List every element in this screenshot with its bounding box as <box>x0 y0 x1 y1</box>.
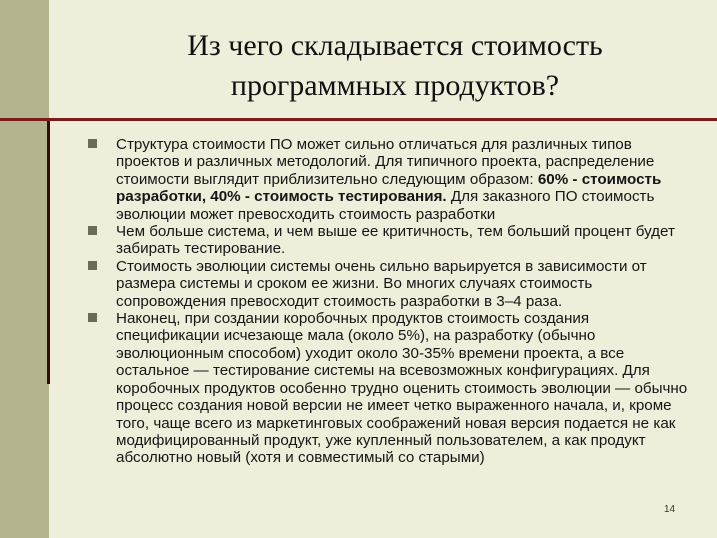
item-text: Чем больше система, и чем выше ее критичность, тем больший процент будет забирать тестирование. <box>116 223 675 258</box>
list-item <box>88 310 688 467</box>
bullet-list <box>88 136 688 467</box>
list-item <box>88 136 688 223</box>
page-number: 14 <box>664 504 676 515</box>
item-text: Структура стоимости ПО может сильно отличаться для различных типов проектов и различных методологий. Для типичного проекта, распределение стоимости выглядит приблизительно следующим образом: <box>116 136 655 188</box>
item-text: Для заказного ПО стоимость эволюции может превосходить стоимость разработки <box>116 188 655 223</box>
square-bullet-icon <box>88 313 97 322</box>
square-bullet-icon <box>88 226 97 235</box>
decorative-sidebar <box>0 0 49 538</box>
title-divider <box>0 118 717 121</box>
title-line-1: Из чего складывается стоимость <box>187 29 603 62</box>
slide-title <box>100 26 690 106</box>
sidebar-accent-line <box>47 118 50 384</box>
list-item <box>88 258 688 310</box>
square-bullet-icon <box>88 139 97 148</box>
list-item <box>88 223 688 258</box>
item-text: Стоимость эволюции системы очень сильно варьируется в зависимости от размера системы и сроком ее жизни. Во многих случаях стоимость сопровождения превосходит стоимость разработки в 3–4 раза. <box>116 257 647 310</box>
title-line-2: программных продуктов? <box>230 69 560 102</box>
item-bold-text: 60% - стоимость разработки, 40% - стоимость тестирования. <box>116 170 662 206</box>
square-bullet-icon <box>88 261 97 270</box>
item-text: Наконец, при создании коробочных продуктов стоимость создания спецификации исчезающе мала (около 5%), на разработку (обычно эволюционным способом) уходит около 30-35% времени проекта, а все остальное — тестирование системы на всевозможных конфигурациях. Для коробочных продуктов особенно трудно оценить стоимость эволюции — обычно процесс создания новой версии не имеет четко выраженного начала, и, кроме того, чаще всего из маркетинговых соображений новая версия подается не как модифицированный продукт, уже купленный пользователем, а как продукт абсолютно новый (хотя и совместимый со старыми) <box>116 310 688 467</box>
